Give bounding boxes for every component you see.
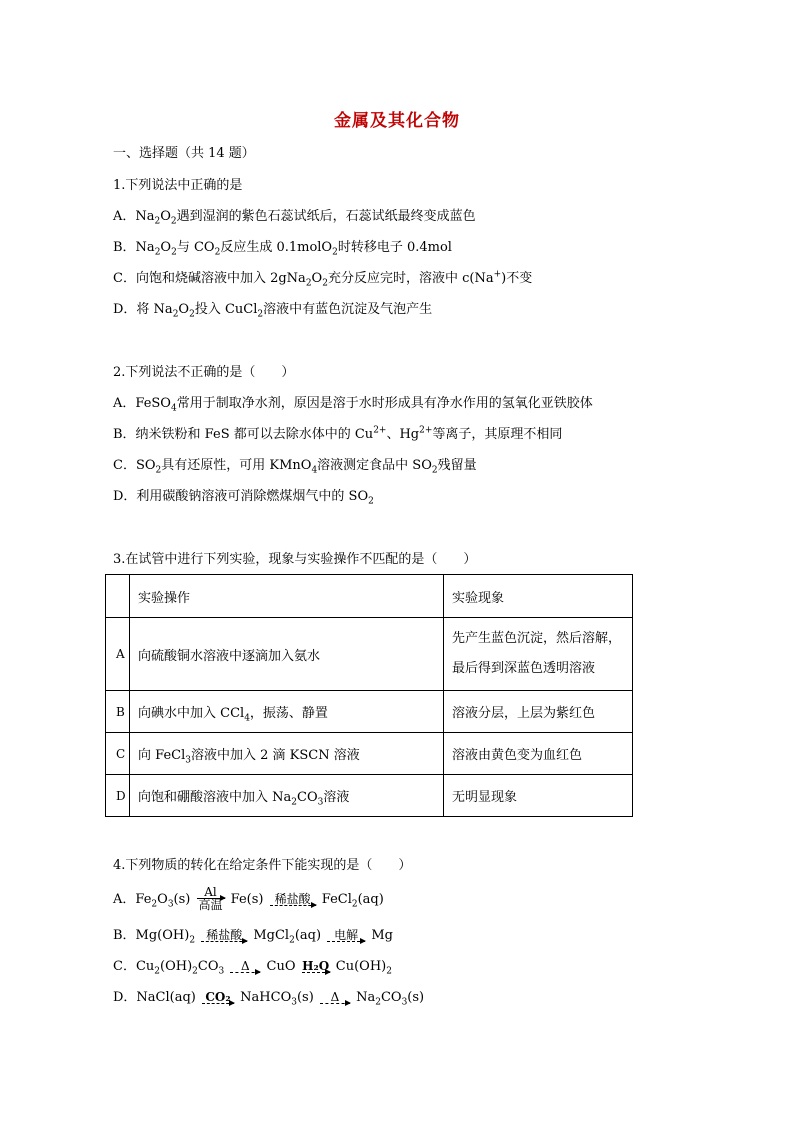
table-row [106,775,633,817]
table-header-cell [106,575,130,618]
question-4-option-b: B．$Mg(OH)_2$ 稀盐酸 MgCl$_2$(aq) 电解 Mg [113,928,393,946]
question-4-option-c: C．$Cu_2(OH)_2CO_3$ Δ CuO H₂O $Cu(OH)_2$ [113,959,392,977]
row-key: A [106,618,130,691]
question-1-stem: 1.下列说法中正确的是 [113,178,243,193]
table-header-row [106,575,633,618]
row-phenomenon: 溶液由黄色变为血红色 [444,733,633,775]
row-key: C [106,733,130,775]
row-operation: 向碘水中加入 CCl$_4$，振荡、静置 [130,691,444,733]
table-header-cell: 实验现象 [444,575,633,618]
question-2-option-d: D．利用碳酸钠溶液可消除燃煤烟气中的 $SO_2$ [113,489,374,507]
reaction-arrow: 电解 [327,929,365,942]
row-operation: 向饱和硼酸溶液中加入 $Na_2CO_3$溶液 [130,775,444,817]
row-key: D [106,775,130,817]
table-row [106,691,633,733]
question-4-option-d: D．NaCl(aq) CO₂ NaHCO$_3$(s) Δ $Na_2CO_3(s)$ [113,990,425,1008]
reaction-arrow: Al 高温 [198,885,223,912]
question-2-option-a: A．FeSO$_4$常用于制取净水剂，原因是溶于水时形成具有净水作用的氢氧化亚铁胶体 [113,396,593,414]
question-1-option-d: D．将 $Na_2O_2$投入 CuCl$_2$溶液中有蓝色沉淀及气泡产生 [113,302,433,320]
row-phenomenon: 先产生蓝色沉淀，然后溶解， 最后得到深蓝色透明溶液 [444,618,633,691]
table-row [106,733,633,775]
question-2-option-c: C．$SO_2$具有还原性，可用 KMnO$_4$溶液测定食品中 $SO_2$残留量 [113,458,477,476]
row-operation: 向硫酸铜水溶液中逐滴加入氨水 [130,618,444,691]
row-key: B [106,691,130,733]
row-phenomenon: 溶液分层，上层为紫红色 [444,691,633,733]
row-operation: 向 FeCl$_3$溶液中加入 2 滴 KSCN 溶液 [130,733,444,775]
question-1-option-c: C．向饱和烧碱溶液中加入 $2gNa_2O_2$充分反应完时，溶液中 c(Na+)不变 [113,269,533,289]
question-1-option-b: B．$Na_2O_2$与 $CO_2$反应生成 0.1molO$_2$时转移电子 0.4mol [113,240,452,258]
table-row [106,618,633,691]
question-2-stem: 2.下列说法不正确的是（ ） [113,365,295,380]
section-heading: 一、选择题（共 14 题） [113,146,255,161]
reaction-arrow: H₂O [302,959,330,973]
experiment-table [105,574,633,817]
page-title: 金属及其化合物 [334,111,460,131]
question-1-option-a: A．$Na_2O_2$遇到湿润的紫色石蕊试纸后，石蕊试纸最终变成蓝色 [113,209,476,227]
reaction-arrow: Δ [230,960,260,973]
reaction-arrow: CO₂ [202,991,234,1004]
reaction-arrow: 稀盐酸 [201,929,247,942]
reaction-arrow: 稀盐酸 [270,893,316,906]
table-header-cell: 实验操作 [130,575,444,618]
question-3-stem: 3.在试管中进行下列实验，现象与实验操作不匹配的是（ ） [113,552,477,567]
reaction-arrow: Δ [320,991,350,1004]
row-phenomenon: 无明显现象 [444,775,633,817]
question-2-option-b: B．纳米铁粉和 FeS 都可以去除水体中的 $Cu^{2+}$、$Hg^{2+}$等离子，其原理不相同 [113,425,563,442]
question-4-option-a: A．$Fe_2O_3(s)$ Al 高温 Fe(s) 稀盐酸 FeCl$_2$(aq) [113,885,384,912]
question-4-stem: 4.下列物质的转化在给定条件下能实现的是（ ） [113,858,412,873]
